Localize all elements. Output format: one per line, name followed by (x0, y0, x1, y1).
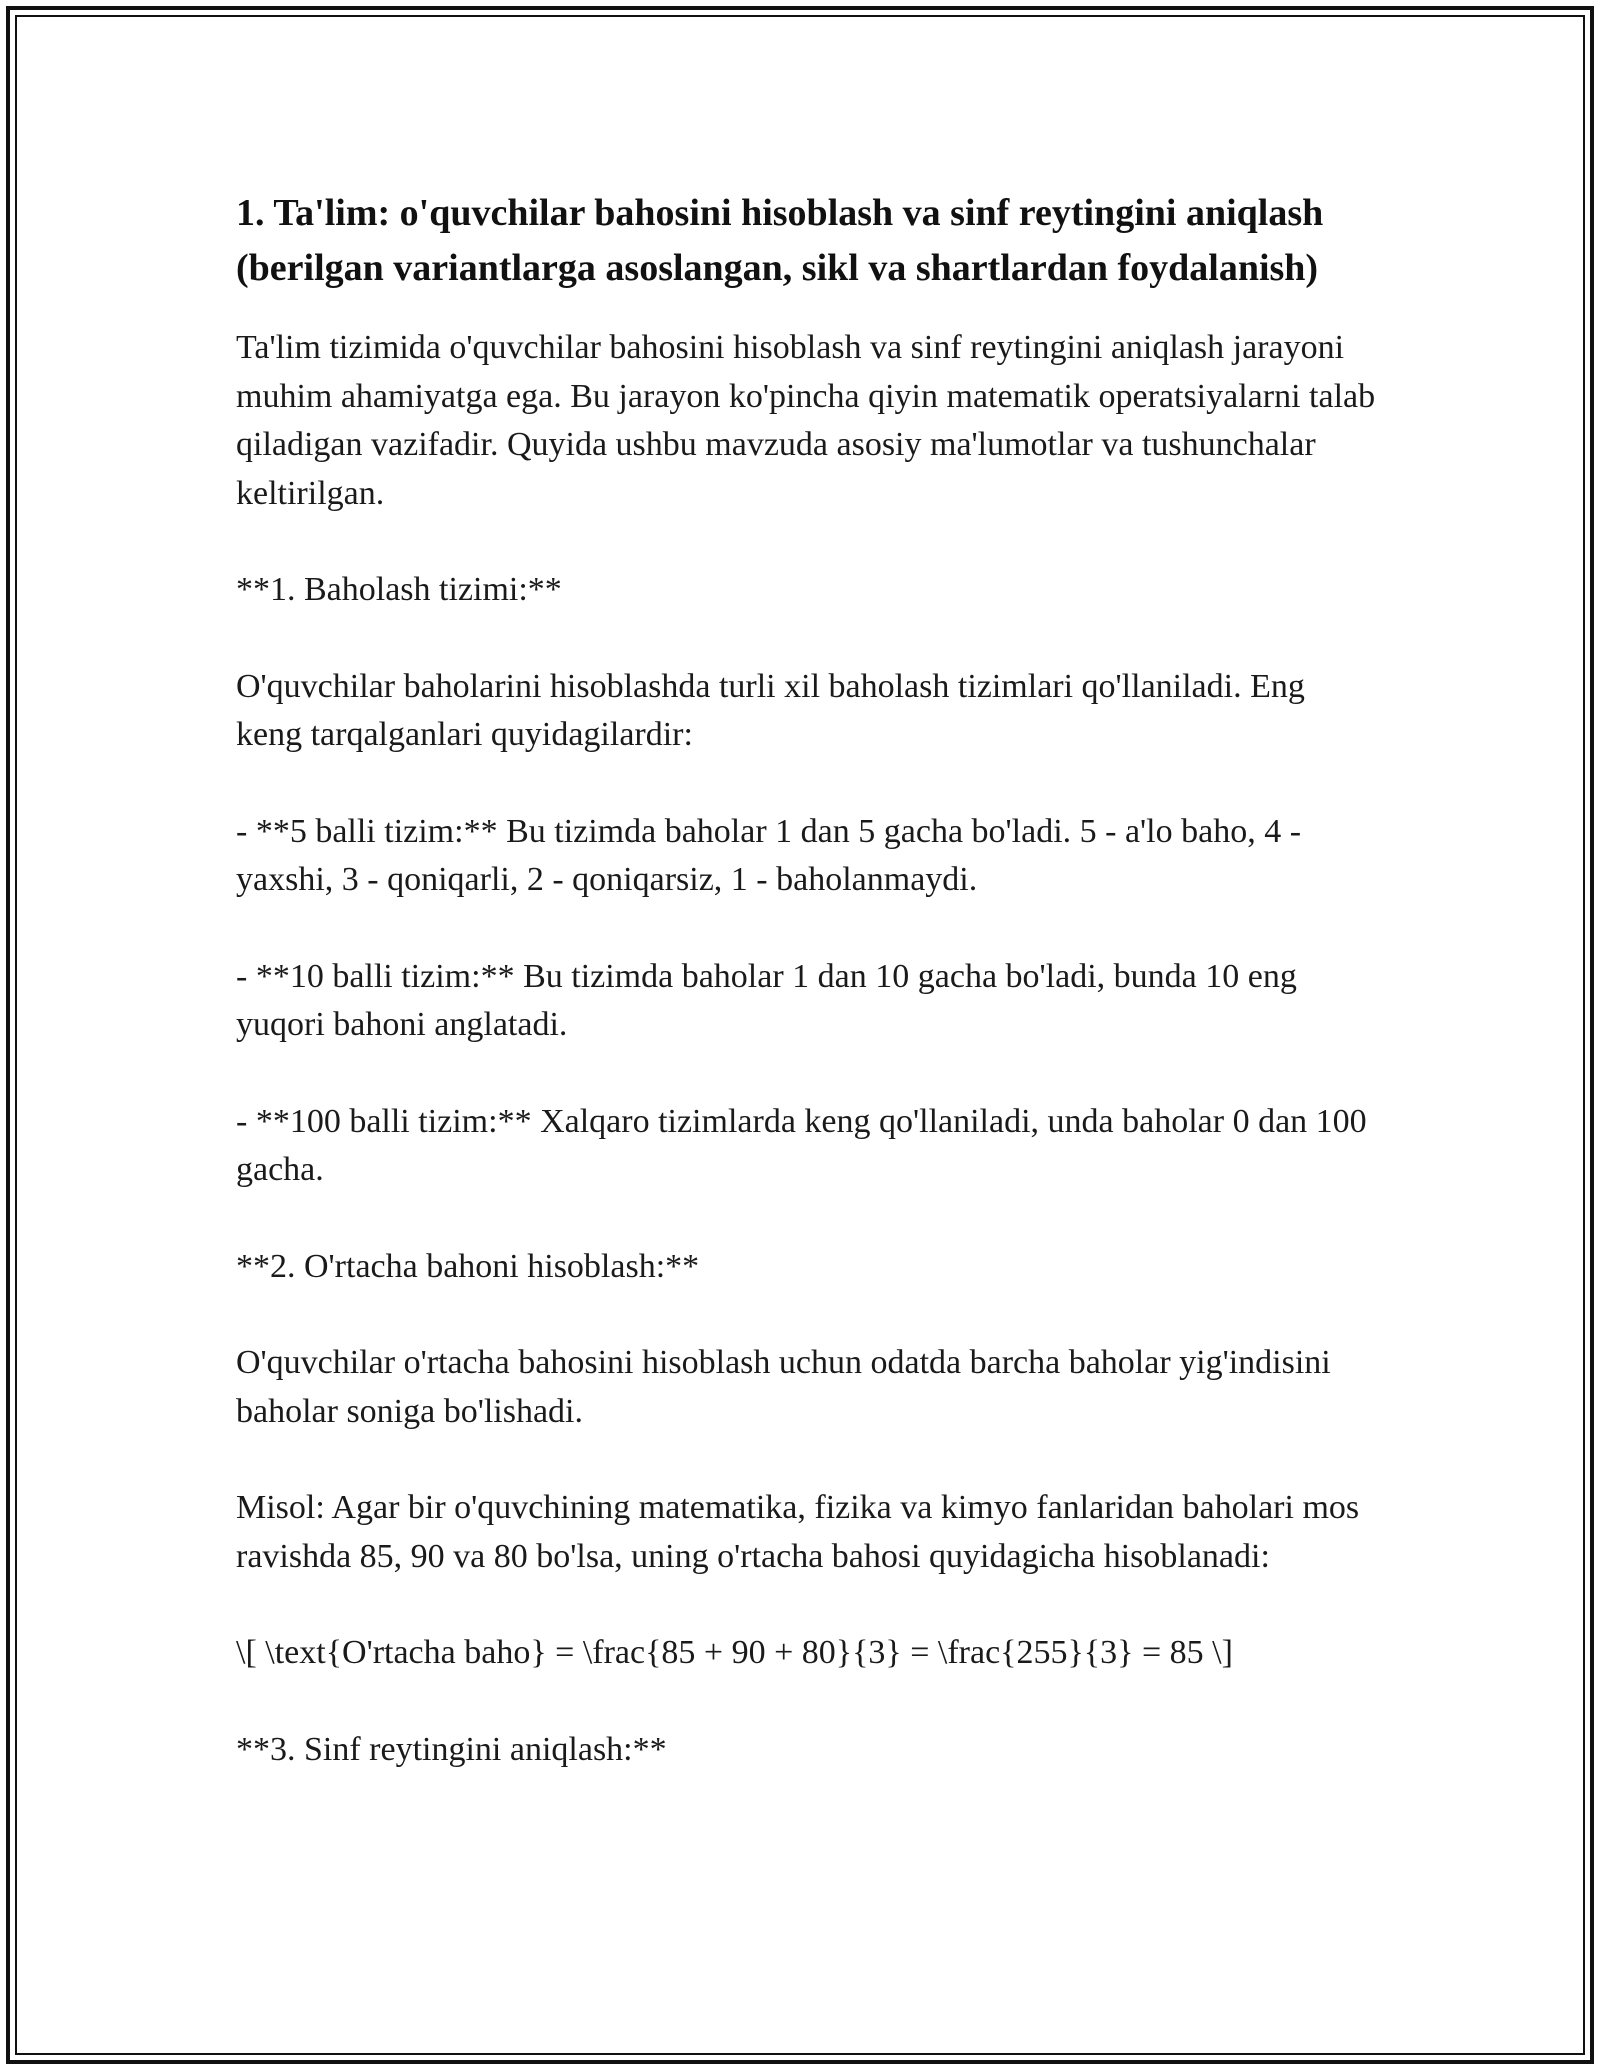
section-2-text: O'quvchilar o'rtacha bahosini hisoblash uchun odatda barcha baholar yig'indisini baholar soniga bo'lishadi. (236, 1344, 1331, 1430)
section-1-heading: **1. Baholash tizimi:** (236, 571, 562, 608)
section-3-heading: **3. Sinf reytingini aniqlash:** (236, 1730, 667, 1768)
bullet-10-point-system: - **10 balli tizim:** Bu tizimda baholar 1 dan 10 gacha bo'ladi, bunda 10 eng yuqori bahoni anglatadi. (236, 957, 1297, 1043)
example-paragraph: Misol: Agar bir o'quvchining matematika, fizika va kimyo fanlaridan baholari mos ravishda 85, 90 va 80 bo'lsa, uning o'rtacha bahosi quyidagicha hisoblanadi: (236, 1489, 1360, 1575)
section-1-text: O'quvchilar baholarini hisoblashda turli xil baholash tizimlari qo'llaniladi. Eng keng tarqalganlari quyidagilardir: (236, 667, 1305, 753)
document-title: 1. Ta'lim: o'quvchilar bahosini hisoblash va sinf reytingini aniqlash (berilgan variantlarga asoslangan, sikl va shartlardan foydalanish) (236, 192, 1324, 289)
document-body (236, 186, 1376, 1822)
average-formula: \[ \text{O'rtacha baho} = \frac{85 + 90 + 80}{3} = \frac{255}{3} = 85 \] (236, 1634, 1233, 1671)
section-2-heading: **2. O'rtacha bahoni hisoblash:** (236, 1247, 700, 1285)
bullet-100-point-system: - **100 balli tizim:** Xalqaro tizimlarda keng qo'llaniladi, unda baholar 0 dan 100 gacha. (236, 1102, 1367, 1188)
intro-paragraph: Ta'lim tizimida o'quvchilar bahosini hisoblash va sinf reytingini aniqlash jarayoni muhim ahamiyatga ega. Bu jarayon ko'pincha qiyin matematik operatsiyalarni talab qiladigan vazifadir. Quyida ushbu mavzuda asosiy ma'lumotlar va tushunchalar keltirilgan. (236, 329, 1376, 512)
bullet-5-point-system: - **5 balli tizim:** Bu tizimda baholar 1 dan 5 gacha bo'ladi. 5 - a'lo baho, 4 - yaxshi, 3 - qoniqarli, 2 - qoniqarsiz, 1 - baholanmaydi. (236, 812, 1302, 898)
